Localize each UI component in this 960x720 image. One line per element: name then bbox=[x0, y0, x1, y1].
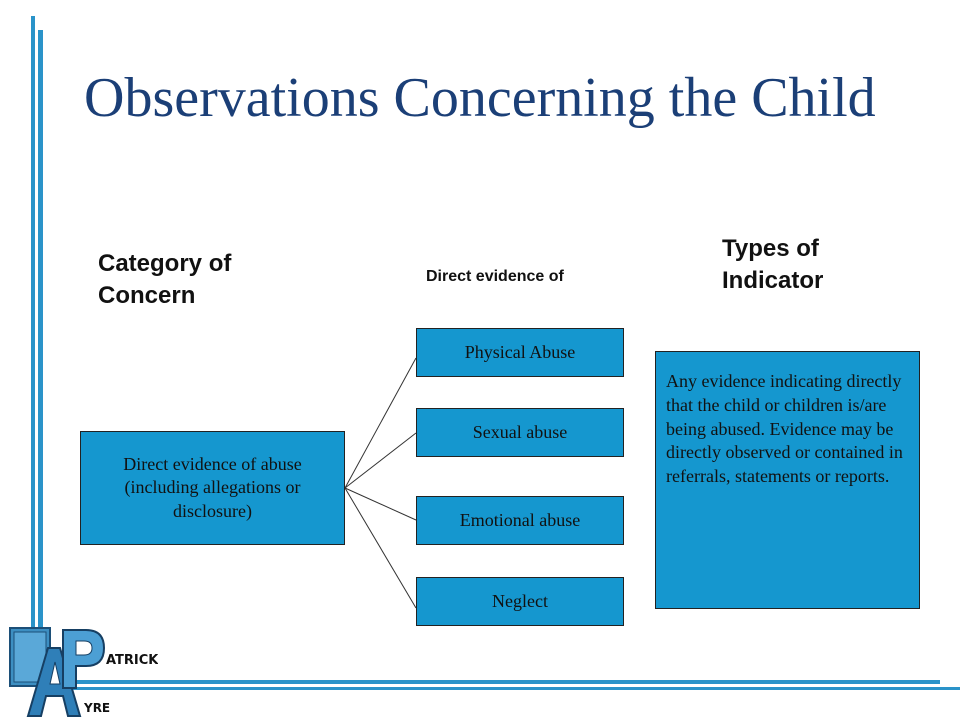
indicator-description-box: Any evidence indicating directly that the child or children is/are being abused. Evidence may be directly observed or contained in referrals, statements or reports. bbox=[655, 351, 920, 609]
abuse-type-box-emotional: Emotional abuse bbox=[416, 496, 624, 545]
category-heading: Category of Concern bbox=[98, 250, 232, 310]
slide-title: Observations Concerning the Child bbox=[84, 67, 876, 129]
connector-line bbox=[345, 433, 416, 488]
abuse-type-box-physical: Physical Abuse bbox=[416, 328, 624, 377]
source-box: Direct evidence of abuse (including allegations or disclosure) bbox=[80, 431, 345, 545]
abuse-type-box-sexual: Sexual abuse bbox=[416, 408, 624, 457]
abuse-type-box-neglect: Neglect bbox=[416, 577, 624, 626]
direct-evidence-label: Direct evidence of bbox=[426, 268, 564, 285]
connector-line bbox=[345, 488, 416, 608]
logo-text-top: ATRICK bbox=[106, 653, 158, 668]
patrick-ayre-logo bbox=[8, 626, 158, 718]
types-heading: Types of Indicator bbox=[722, 235, 824, 295]
connector-line bbox=[345, 488, 416, 520]
connector-line bbox=[345, 358, 416, 488]
logo-text-bottom: YRE bbox=[84, 701, 111, 715]
